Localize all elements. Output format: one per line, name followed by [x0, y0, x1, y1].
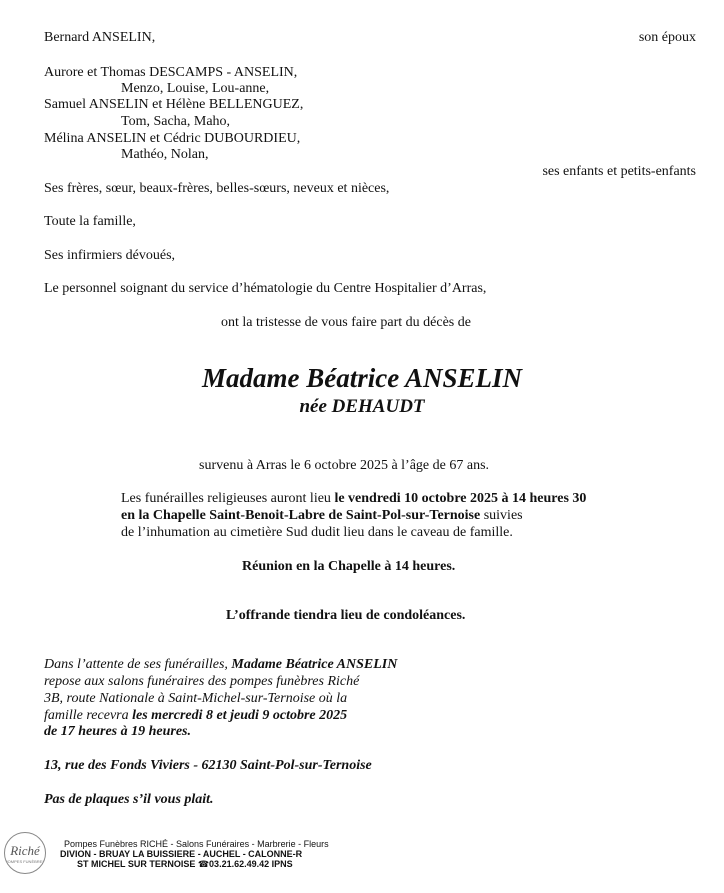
rest-line-2: repose aux salons funéraires des pompes funèbres Riché	[44, 674, 360, 689]
funeral-place: en la Chapelle Saint-Benoit-Labre de Saint-Pol-sur-Ternoise	[121, 508, 481, 523]
death-info: survenu à Arras le 6 octobre 2025 à l’âge de 67 ans.	[199, 458, 490, 473]
husband-role: son époux	[638, 30, 696, 45]
children-couple-3: Mélina ANSELIN et Cédric DUBOURDIEU,	[44, 131, 301, 146]
offering-line: L’offrande tiendra lieu de condoléances.	[226, 608, 466, 623]
funeral-line-1	[121, 490, 586, 507]
rest-line-4-text: famille recevra	[44, 708, 133, 723]
children-couple-2: Samuel ANSELIN et Hélène BELLENGUEZ,	[44, 97, 304, 112]
husband-name: Bernard ANSELIN,	[44, 30, 156, 45]
riche-logo	[4, 832, 46, 874]
footer-line-1: Pompes Funèbres RICHÉ - Salons Funéraires - Marbrerie - Fleurs	[64, 839, 329, 849]
no-plaques-line: Pas de plaques s’il vous plait.	[44, 792, 214, 807]
grandchildren-2: Tom, Sacha, Maho,	[121, 114, 231, 129]
funeral-line-3: de l’inhumation au cimetière Sud dudit lieu dans le caveau de famille.	[121, 525, 513, 540]
maiden-name: née DEHAUDT	[299, 396, 425, 417]
footer-line-3: ST MICHEL SUR TERNOISE ☎03.21.62.49.42 IPNS	[77, 859, 293, 869]
rest-line-1-name: Madame Béatrice ANSELIN	[231, 657, 398, 672]
visitation-hours: de 17 heures à 19 heures.	[44, 724, 192, 739]
whole-family-line: Toute la famille,	[44, 214, 136, 229]
rest-line-3: 3B, route Nationale à Saint-Michel-sur-Ternoise où la	[44, 691, 348, 706]
grandchildren-3: Mathéo, Nolan,	[121, 147, 209, 162]
visitation-dates: les mercredi 8 et jeudi 9 octobre 2025	[132, 708, 348, 723]
meeting-line: Réunion en la Chapelle à 14 heures.	[242, 559, 456, 574]
children-couple-1: Aurore et Thomas DESCAMPS - ANSELIN,	[44, 65, 298, 80]
footer-line-2: DIVION - BRUAY LA BUISSIERE - AUCHEL - CALONNE-R	[60, 849, 303, 859]
rest-line-1	[44, 656, 397, 673]
announcement-line: ont la tristesse de vous faire part du décès de	[221, 315, 471, 330]
funeral-line-2-text: suivies	[480, 508, 523, 523]
nurses-line: Ses infirmiers dévoués,	[44, 248, 176, 263]
funeral-line-1-text: Les funérailles religieuses auront lieu	[121, 491, 335, 506]
logo-text: Riché	[10, 843, 40, 858]
logo-subtext: POMPES FUNÈBRES	[5, 859, 46, 864]
grandchildren-1: Menzo, Louise, Lou-anne,	[121, 81, 270, 96]
siblings-line: Ses frères, sœur, beaux-frères, belles-sœurs, neveux et nièces,	[44, 181, 390, 196]
deceased-name: Madame Béatrice ANSELIN	[202, 363, 522, 393]
rest-line-4	[44, 707, 347, 724]
funeral-line-2	[121, 507, 523, 524]
children-role: ses enfants et petits-enfants	[542, 164, 696, 179]
hospital-staff-line: Le personnel soignant du service d’hématologie du Centre Hospitalier d’Arras,	[44, 281, 487, 296]
rest-line-1-text: Dans l’attente de ses funérailles,	[44, 657, 232, 672]
address-line: 13, rue des Fonds Viviers - 62130 Saint-Pol-sur-Ternoise	[44, 758, 372, 773]
funeral-date: le vendredi 10 octobre 2025 à 14 heures 30	[334, 491, 587, 506]
